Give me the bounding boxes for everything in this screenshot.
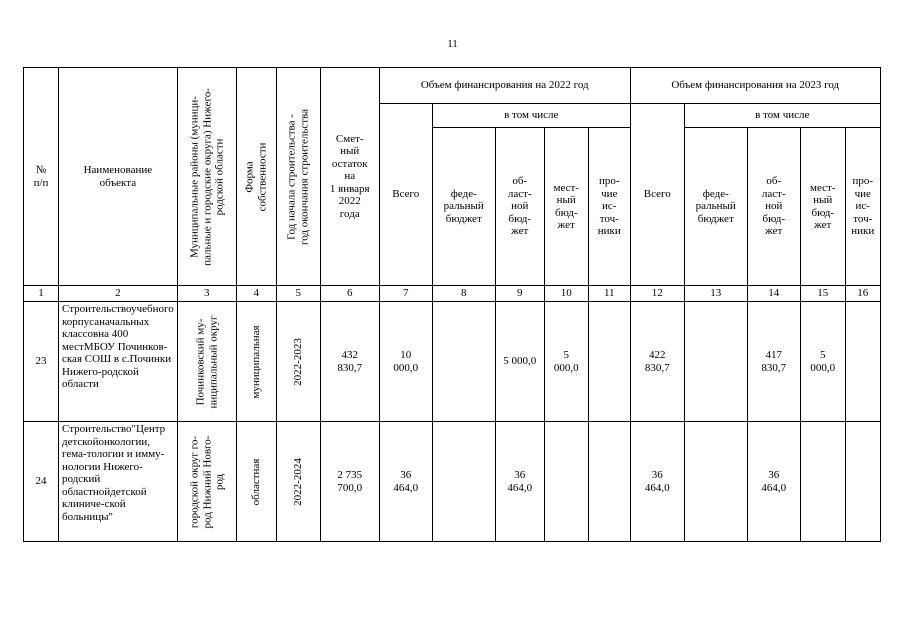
text-line: Форма [243,160,256,193]
financing-table [23,67,881,542]
header-2023-including: в том числе [684,104,880,128]
text-line: Наименование [83,164,153,176]
text-line: про- [598,175,620,188]
text-line: МБОУ Починков- [83,340,168,353]
row-2023-other [845,302,880,422]
text-line: детской клиниче- [62,485,147,510]
text-line: про- [852,175,874,188]
text-line: Починки Нижего- [62,353,172,378]
text-line: собственности [256,142,269,211]
table-row [24,302,881,422]
text-line: мест- [553,181,579,194]
text-line: 830,7 [761,361,787,374]
header-col-name [59,68,178,286]
text-line: об- [512,175,528,188]
column-number: 1 [24,286,59,302]
text-line: родской области [62,365,139,390]
text-line: чие [854,187,871,200]
text-line: бюджет [697,212,734,225]
column-number: 3 [177,286,236,302]
text-line: жет [814,219,832,231]
column-number: 7 [379,286,432,302]
row-ownership [236,302,276,422]
row-district [177,302,236,422]
text-line: года [339,207,360,220]
text-line: род Нижний Новго- [200,435,213,528]
header-col-years [276,68,320,286]
text-line: ники [597,225,621,238]
column-number: 4 [236,286,276,302]
text-line: 464,0 [507,481,533,494]
text-line: областная [250,458,262,505]
text-line: ис- [855,200,870,213]
column-number: 10 [544,286,588,302]
text-line: бюджет [445,212,482,225]
text-line: бюд- [508,212,531,225]
row-2023-total [630,422,684,542]
text-line: род [213,473,225,490]
text-line: муниципальная [250,324,262,399]
text-line: на [344,170,356,183]
text-line: 000,0 [810,361,836,374]
page-number: 11 [447,38,458,50]
text-line: ный [813,194,833,206]
header-group-2022: Объем финансирования на 2022 год [379,68,630,104]
row-2022-federal [432,302,495,422]
text-line: ис- [602,200,617,213]
text-line: 422 [649,349,666,361]
text-line: ной [511,200,529,213]
column-number: 16 [845,286,880,302]
text-line: "Центр детской [62,423,166,448]
text-line: точ- [599,212,619,225]
row-2022-federal [432,422,495,542]
column-number: 12 [630,286,684,302]
header-2023-local [800,128,845,286]
column-number: 6 [320,286,379,302]
text-line: жет [765,225,783,238]
text-line: ники [851,225,875,238]
text-line: 36 [651,469,663,481]
text-line: 000,0 [553,361,579,374]
text-line: 2 735 [337,469,363,481]
text-line: ный [556,194,576,206]
text-line: 2022 [338,195,361,208]
text-line: ниципальный округ [206,314,219,409]
row-2023-regional [747,302,800,422]
text-line: 10 [400,349,412,361]
row-2022-total [379,422,432,542]
row-no: 24 [24,422,59,542]
text-line: ный [340,145,360,158]
row-2023-federal [684,302,747,422]
column-number-row [24,286,881,302]
column-number: 8 [432,286,495,302]
header-2022-federal [432,128,495,286]
header-2022-including: в том числе [432,104,630,128]
header-col-district [177,68,236,286]
header-col-ownership [236,68,276,286]
text-line: феде- [702,187,729,200]
text-line: чие [601,187,618,200]
text-line: 36 [400,469,412,481]
text-line: ласт- [761,187,786,200]
text-line: родской области [213,138,225,215]
text-line: 464,0 [644,481,670,494]
text-line: нологии Нижего- [62,460,143,473]
text-line: жет [511,225,529,238]
text-line: остаток [331,157,368,170]
text-line: ральный [443,200,484,213]
header-2023-regional [747,128,800,286]
column-number: 11 [588,286,630,302]
text-line: родский областной [62,473,111,498]
text-line: бюд- [762,212,785,225]
column-number: 2 [59,286,178,302]
text-line: пальные и городские округа) Нижего- [200,87,213,266]
text-line: начальных классов [62,315,150,340]
text-line: 417 [765,349,782,361]
text-line: на 400 мест [62,328,129,353]
text-line: п/п [33,176,49,189]
text-line: жет [557,219,575,231]
text-line: Год начала строительства - [285,113,298,240]
header-2022-other [588,128,630,286]
text-line: ральный [695,200,736,213]
row-2023-federal [684,422,747,542]
header-2022-local [544,128,588,286]
row-object-name [59,302,178,422]
row-2022-other [588,422,630,542]
text-line: 36 [768,469,780,481]
text-line: бюд- [811,206,834,219]
header-2022-regional [495,128,544,286]
text-line: № [35,164,47,176]
row-2023-local [800,302,845,422]
row-2022-local [544,422,588,542]
row-no: 23 [24,302,59,422]
text-line: Смет- [335,132,364,145]
row-years: 2022-2023 [276,302,320,422]
text-line: 464,0 [761,481,787,494]
text-line: феде- [450,187,477,200]
text-line: тологии и имму- [86,448,165,460]
row-estimate [320,422,379,542]
header-col-no [24,68,59,286]
row-estimate [320,302,379,422]
row-2022-regional [495,302,544,422]
text-line: ласт- [507,187,532,200]
column-number: 15 [800,286,845,302]
row-2022-local [544,302,588,422]
column-number: 5 [276,286,320,302]
text-line: год окончания строительства [298,108,311,245]
column-number: 9 [495,286,544,302]
text-line: мест- [810,181,836,194]
text-line: Муниципальные районы (муници- [188,95,200,258]
table-row [24,422,881,542]
text-line: точ- [853,212,873,225]
text-line: 5 [820,349,826,361]
text-line: 830,7 [644,361,670,374]
header-col-estimate [320,68,379,286]
row-district [177,422,236,542]
row-2022-regional [495,422,544,542]
text-line: 700,0 [337,481,363,494]
text-line: 432 [341,349,358,361]
header-group-2023: Объем финансирования на 2023 год [630,68,880,104]
row-ownership [236,422,276,542]
header-2023-total: Всего [630,104,684,286]
row-2023-total [630,302,684,422]
text-line: 464,0 [393,481,419,494]
text-line: Строительство [62,303,132,315]
text-line: об- [766,175,782,188]
column-number: 14 [747,286,800,302]
header-2023-other [845,128,880,286]
row-2022-total [379,302,432,422]
text-line: 5 [563,349,569,361]
text-line: ской больницы" [62,498,126,523]
text-line: Починковский му- [194,318,207,405]
row-years: 2022-2024 [276,422,320,542]
text-line: 1 января [329,182,370,195]
text-line: онкологии, гема- [62,435,151,460]
row-2023-regional [747,422,800,542]
row-object-name [59,422,178,542]
text-line: ной [765,200,783,213]
text-line: бюд- [554,206,578,219]
text-line: учебного корпуса [62,303,174,328]
text-line: ская СОШ в с. [62,353,130,365]
text-line: городской округ го- [188,435,200,528]
text-line: 000,0 [393,361,419,374]
text-line: Строительство [62,423,132,435]
text-line: 5 000,0 [503,355,537,368]
text-line: 830,7 [337,361,363,374]
header-2022-total: Всего [379,104,432,286]
row-2023-local [800,422,845,542]
column-number: 13 [684,286,747,302]
header-2023-federal [684,128,747,286]
text-line: 36 [514,469,526,481]
text-line: объекта [99,176,137,189]
row-2023-other [845,422,880,542]
row-2022-other [588,302,630,422]
